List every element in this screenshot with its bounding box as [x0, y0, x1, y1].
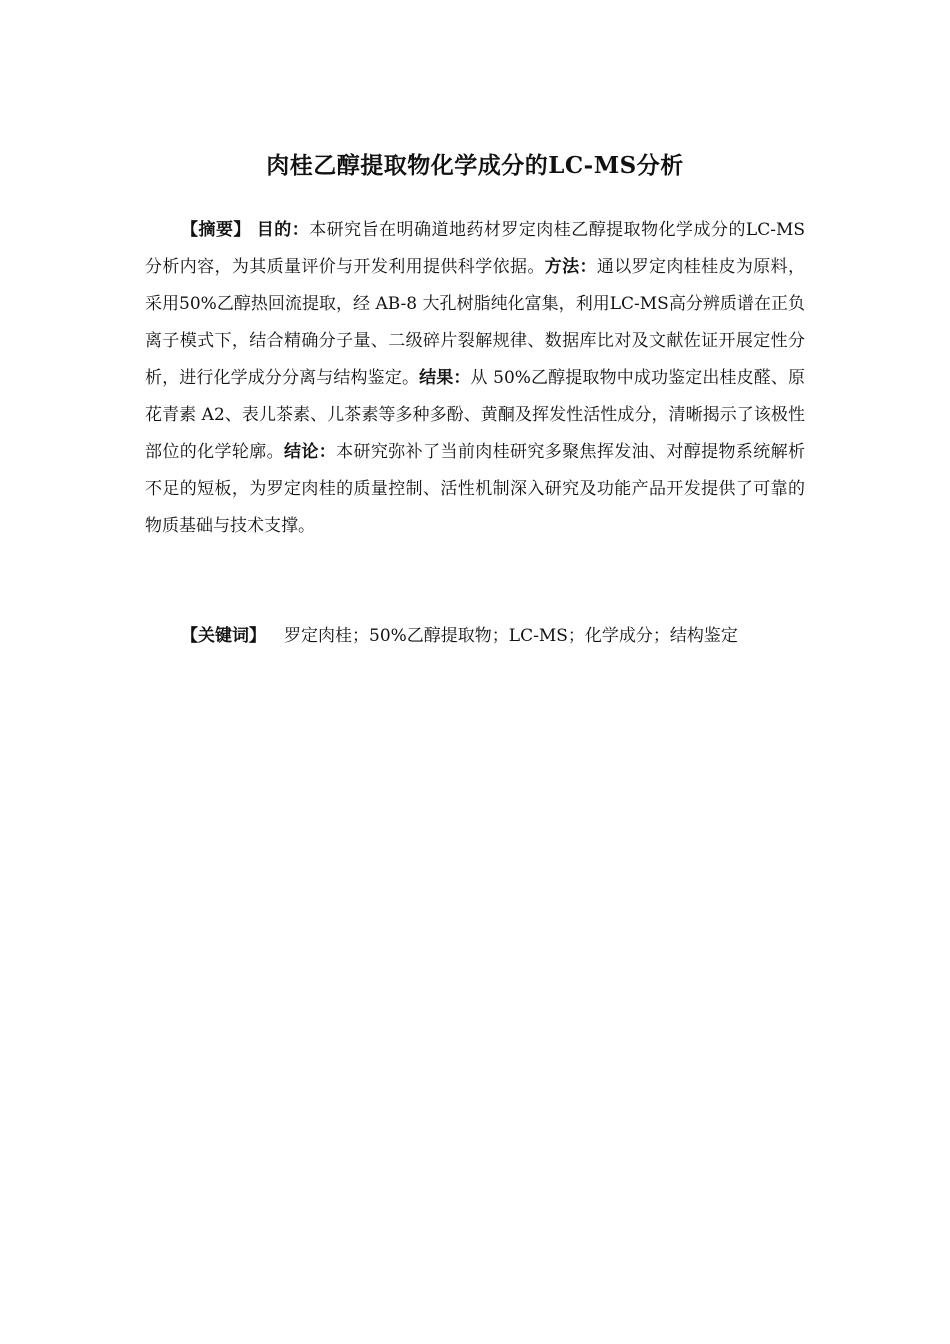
conclusion-label: 结论： [284, 442, 337, 462]
methods-text: 通以罗定肉桂桂皮为原料，采用50%乙醇热回流提取，经 AB-8 大孔树脂纯化富集，利用LC-MS高分辨质谱在正负离子模式下，结合精确分子量、二级碎片裂解规律、数据库比对及文献佐证开展定性分析，进行化学成分分离与结构鉴定。 [145, 257, 806, 388]
keywords-line [181, 618, 821, 655]
keywords-text: 罗定肉桂；50%乙醇提取物；LC-MS；化学成分；结构鉴定 [284, 626, 738, 646]
conclusion-text: 本研究弥补了当前肉桂研究多聚焦挥发油、对醇提物系统解析不足的短板，为罗定肉桂的质量控制、活性机制深入研究及功能产品开发提供了可靠的物质基础与技术支撑。 [145, 442, 806, 536]
abstract-paragraph [145, 212, 805, 545]
results-text: 从 50%乙醇提取物中成功鉴定出桂皮醛、原花青素 A2、表儿茶素、儿茶素等多种多酚、黄酮及挥发性活性成分，清晰揭示了该极性部位的化学轮廓。 [145, 368, 805, 462]
keywords-tag: 【关键词】 [181, 626, 266, 646]
methods-label: 方法： [544, 257, 597, 277]
objective-text: 本研究旨在明确道地药材罗定肉桂乙醇提取物化学成分的LC-MS分析内容，为其质量评价与开发利用提供科学依据。 [145, 220, 806, 277]
objective-label: 目的： [256, 220, 310, 240]
abstract-tag: 【摘要】 [181, 220, 251, 240]
paper-title: 肉桂乙醇提取物化学成分的LC-MS分析 [266, 152, 684, 179]
results-label: 结果： [419, 368, 471, 388]
